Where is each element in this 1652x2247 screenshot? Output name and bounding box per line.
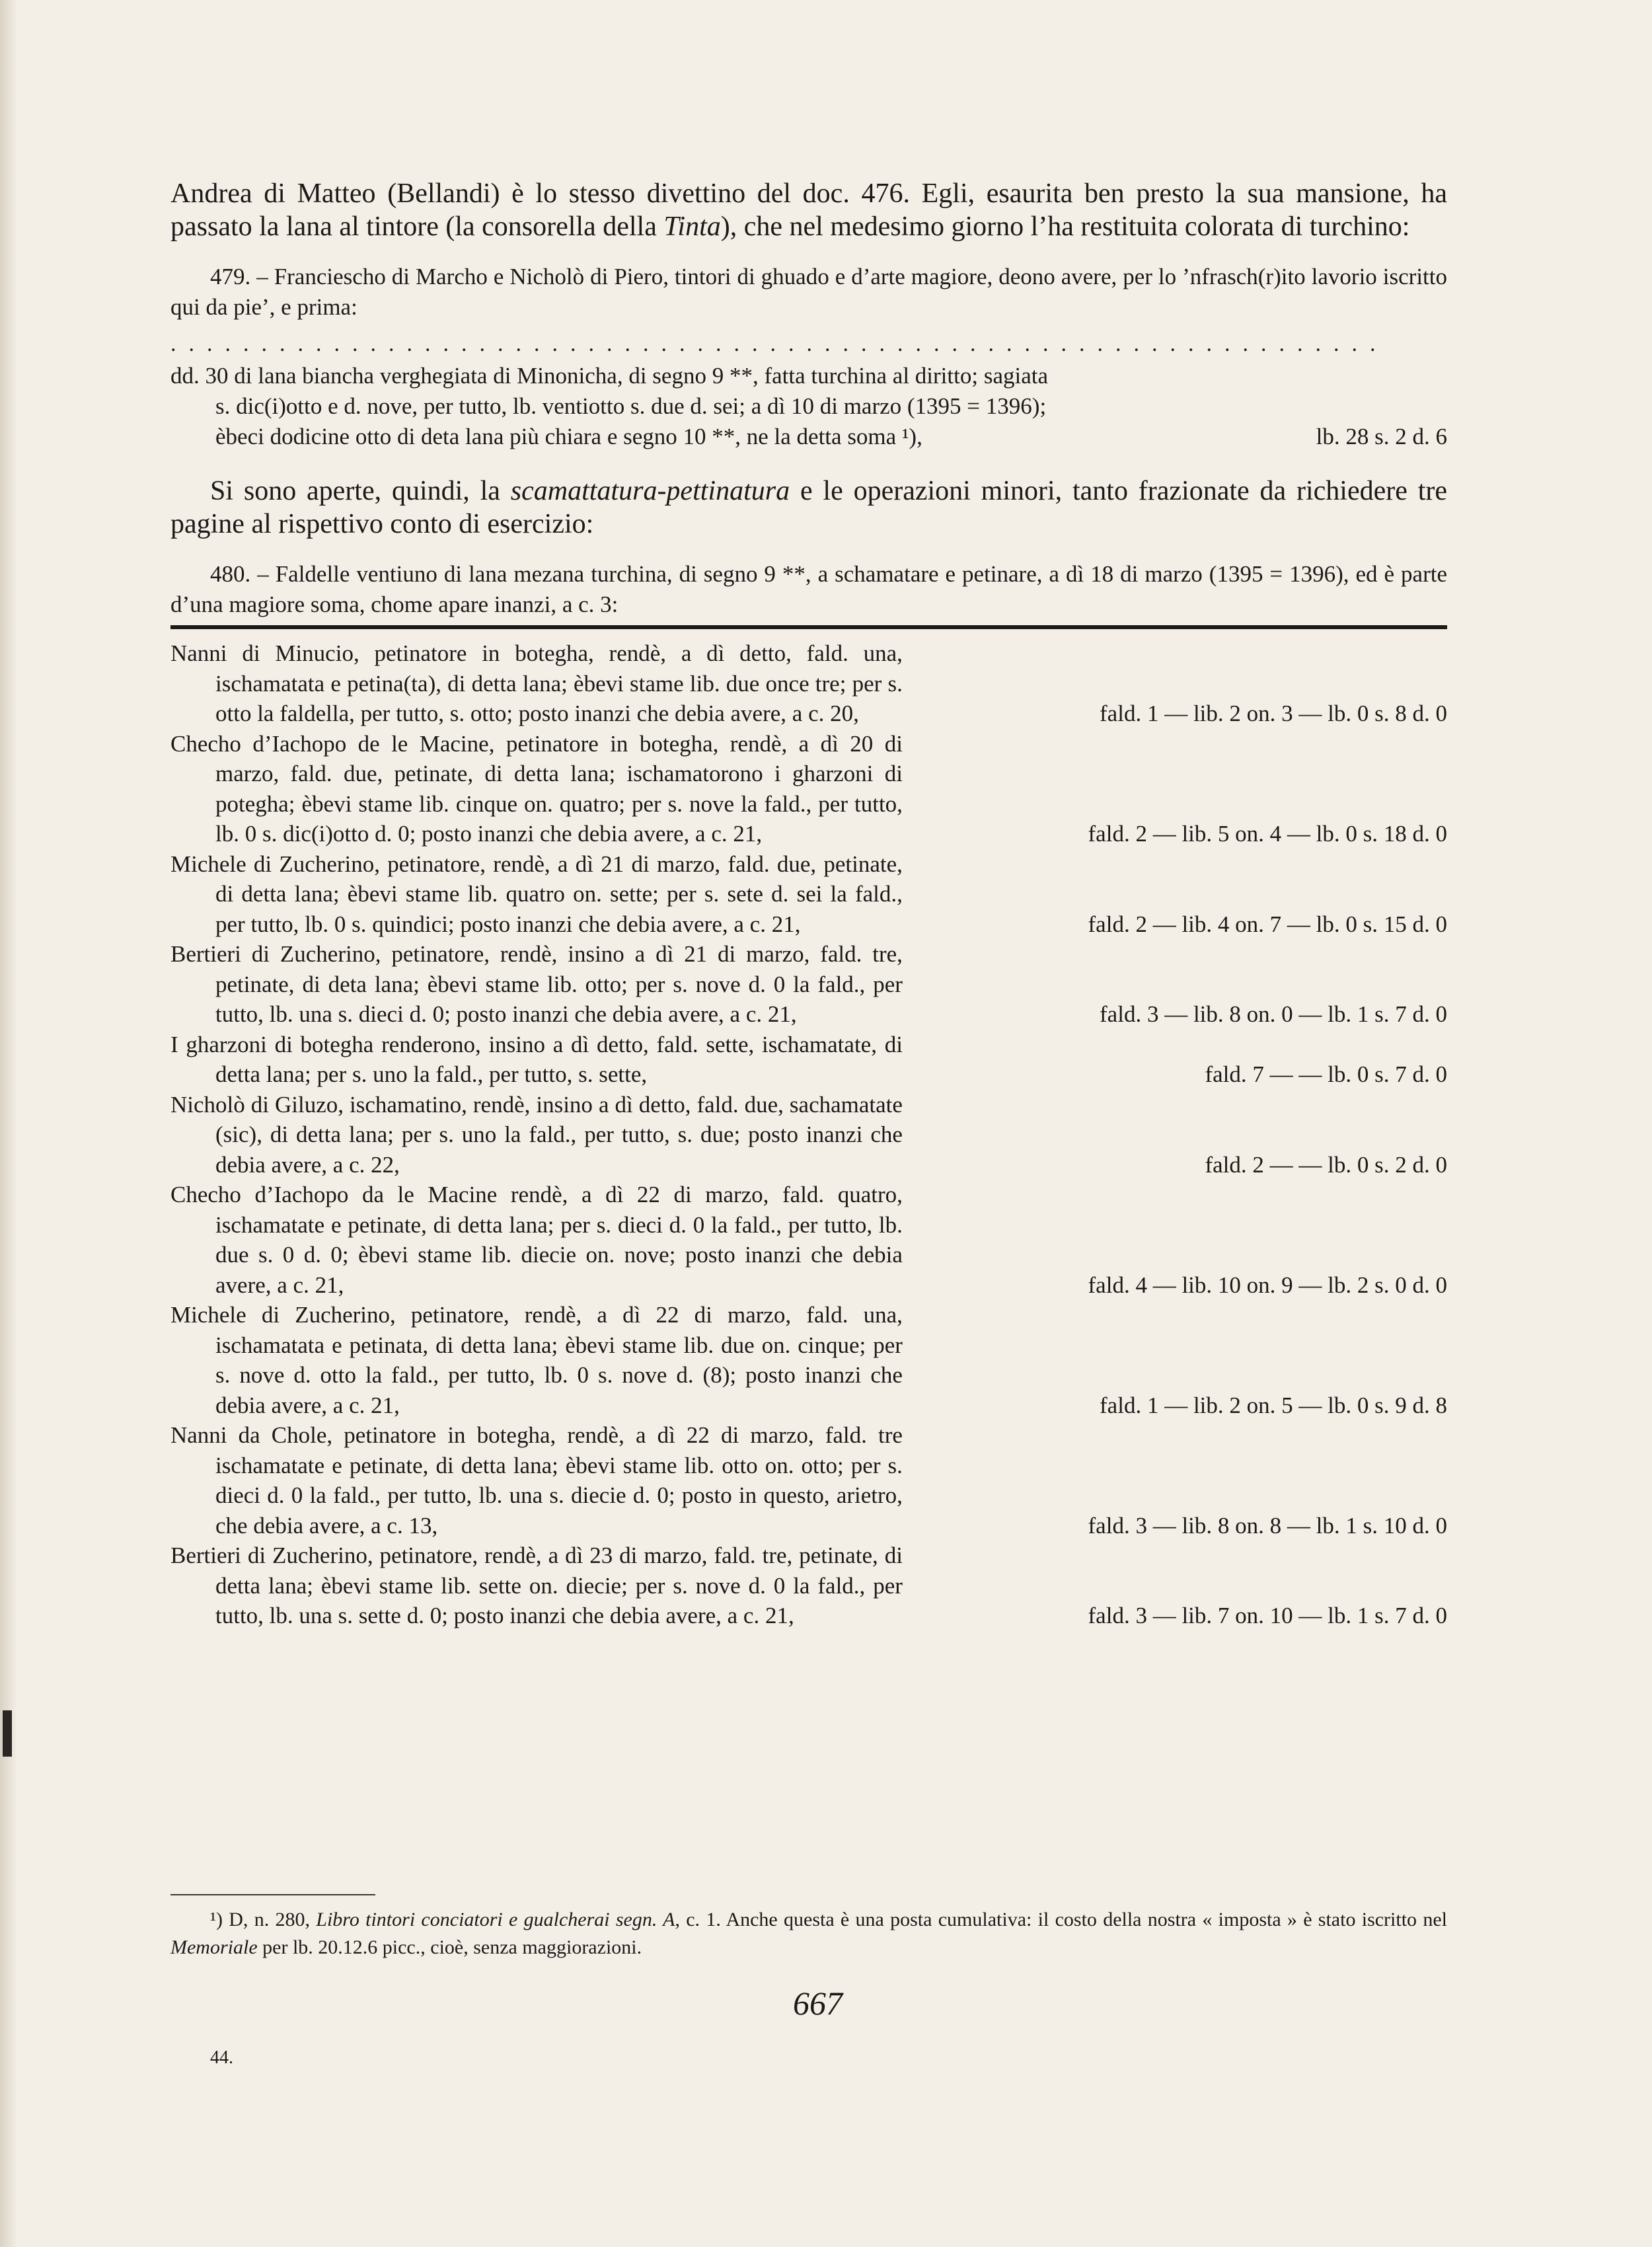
footnote-source-title: Libro tintori conciatori e gualcherai segn. A — [316, 1909, 675, 1930]
entry-479-item — [170, 361, 1447, 452]
ledger-row — [170, 1300, 1447, 1420]
ledger-amount: fald. 3 — lib. 8 on. 8 — lb. 1 s. 10 d. 0 — [1088, 1512, 1447, 1539]
heavy-rule — [170, 625, 1447, 629]
footnote: ¹) D, n. 280, Libro tintori conciatori e gualcherai segn. A, c. 1. Anche questa è una posta cumulativa: il costo della nostra « imposta » è stato iscritto nel Memoriale per lb. 20.12.6 picc., cioè, senza maggiorazioni. — [170, 1909, 1447, 1958]
ledger-description: I gharzoni di botegha renderono, insino a dì detto, fald. sette, ischamatate, di detta lana; per s. uno la fald., per tutto, s. sette, — [170, 1031, 903, 1087]
page-number: 667 — [793, 1985, 843, 2022]
page-edge — [0, 0, 17, 2247]
ledger-amount: fald. 7 — — lb. 0 s. 7 d. 0 — [1205, 1061, 1447, 1087]
binding-mark — [3, 1710, 12, 1757]
ledger-amount: fald. 3 — lib. 7 on. 10 — lb. 1 s. 7 d. 0 — [1088, 1603, 1447, 1628]
ledger-description: Nanni da Chole, petinatore in botegha, rendè, a dì 22 di marzo, fald. tre ischamatate e petinate, di detta lana; èbevi stame lib. otto on. otto; per s. dieci d. 0 la fald., per tutto, lb. una s. diecie d. 0; posto in questo, arietro, che debia avere, a c. 13, — [170, 1422, 903, 1539]
ledger-amount: fald. 2 — — lb. 0 s. 2 d. 0 — [1205, 1151, 1447, 1178]
ledger-amount: fald. 2 — lib. 4 on. 7 — lb. 0 s. 15 d. 0 — [1088, 911, 1447, 937]
ledger-row — [170, 729, 1447, 849]
ledger-description: Bertieri di Zucherino, petinatore, rendè, a dì 23 di marzo, fald. tre, petinate, di detta lana; èbevi stame lib. sette on. diecie; per s. nove d. 0 la fald., per tutto, lb. una s. sette d. 0; posto inanzi che debia avere, a c. 21, — [170, 1542, 903, 1628]
ledger-amount: fald. 2 — lib. 5 on. 4 — lb. 0 s. 18 d. 0 — [1088, 821, 1447, 847]
ledger-row — [170, 1541, 1447, 1631]
ledger-description: Bertieri di Zucherino, petinatore, rendè, insino a dì 21 di marzo, fald. tre, petinate, di deta lana; èbevi stame lib. otto; per s. nove d. 0 la fald., per tutto, lb. una s. dieci d. 0; posto inanzi che debia avere, a c. 21, — [170, 941, 903, 1027]
ledger-list — [170, 638, 1447, 1631]
second-italic-term: scamattatura-pettinatura — [510, 476, 790, 506]
ledger-amount: fald. 3 — lib. 8 on. 0 — lb. 1 s. 7 d. 0 — [1100, 1001, 1447, 1027]
ledger-row — [170, 1030, 1447, 1090]
ledger-description: Michele di Zucherino, petinatore, rendè, a dì 21 di marzo, fald. due, petinate, di detta lana; èbevi stame lib. quatro on. sette; per s. sete d. sei la fald., per tutto, lb. 0 s. quindici; posto inanzi che debia avere, a c. 21, — [170, 851, 903, 937]
ellipsis-dots: ................................................................... — [170, 334, 1388, 354]
ledger-description: Nicholò di Giluzo, ischamatino, rendè, insino a dì detto, fald. due, sachamatate (sic), di detta lana; per s. uno la fald., per tutto, s. due; posto inanzi che debia avere, a c. 22, — [170, 1091, 903, 1178]
ledger-row — [170, 849, 1447, 940]
ledger-description: Checho d’Iachopo da le Macine rendè, a dì 22 di marzo, fald. quatro, ischamatate e petinate, di detta lana; per s. dieci d. 0 la fald., per tutto, lb. due s. 0 d. 0; èbevi stame lib. diecie on. nove; posto inanzi che debia avere, a c. 21, — [170, 1182, 903, 1298]
ledger-description: Checho d’Iachopo de le Macine, petinatore in botegha, rendè, a dì 20 di marzo, fald. due, petinate, di detta lana; ischamatorono i gharzoni di potegha; èbevi stame lib. cinque on. quatro; per s. nove la fald., per tutto, lb. 0 s. dic(i)otto d. 0; posto inanzi che debia avere, a c. 21, — [170, 730, 903, 847]
entry-479-line-3: èbeci dodicine otto di deta lana più chiara e segno 10 **, ne la detta soma ¹), — [215, 424, 922, 449]
entry-479-heading: 479. – Franciescho di Marcho e Nicholò di Piero, tintori di ghuado e d’arte magiore, deono avere, per lo ’nfrasch(r)ito lavorio iscritto qui da pie’, e prima: — [170, 264, 1447, 320]
ledger-row — [170, 939, 1447, 1030]
ledger-description: Michele di Zucherino, petinatore, rendè, a dì 22 di marzo, fald. una, ischamatata e petinata, di detta lana; èbevi stame lib. due on. cinque; per s. nove d. otto la fald., per tutto, lb. 0 s. nove d. (8); posto inanzi che debia avere, a c. 21, — [170, 1302, 903, 1418]
second-paragraph: Si sono aperte, quindi, la scamattatura-pettinatura e le operazioni minori, tanto frazionate da richiedere tre pagine al rispettivo conto di esercizio: — [170, 476, 1447, 539]
footnote-rule — [170, 1894, 375, 1895]
ledger-row — [170, 1180, 1447, 1300]
ledger-amount: fald. 1 — lib. 2 on. 5 — lb. 0 s. 9 d. 8 — [1100, 1392, 1447, 1418]
intro-paragraph: Andrea di Matteo (Bellandi) è lo stesso divettino del doc. 476. Egli, esaurita ben presto la sua mansione, ha passato la lana al tintore (la consorella della Tinta), che nel medesimo giorno l’ha restituita colorata di turchino: — [170, 178, 1447, 242]
page-content — [170, 177, 1447, 1631]
ledger-row — [170, 638, 1447, 729]
entry-479-line-2: s. dic(i)otto e d. nove, per tutto, lb. ventiotto s. due d. sei; a dì 10 di marzo (1395 = 1396); — [215, 393, 1047, 419]
ledger-amount: fald. 1 — lib. 2 on. 3 — lb. 0 s. 8 d. 0 — [1100, 701, 1447, 726]
signature-mark: 44. — [210, 2047, 233, 2068]
ledger-amount: fald. 4 — lib. 10 on. 9 — lb. 2 s. 0 d. 0 — [1088, 1272, 1447, 1298]
entry-480-heading: 480. – Faldelle ventiuno di lana mezana turchina, di segno 9 **, a schamatare e petinare, a dì 18 di marzo (1395 = 1396), ed è parte d’una magiore soma, chome apare inanzi, a c. 3: — [170, 561, 1447, 617]
ledger-row — [170, 1090, 1447, 1180]
ledger-row — [170, 1420, 1447, 1541]
intro-italic-term: Tinta — [663, 211, 721, 242]
footnote-memoriale: Memoriale — [170, 1936, 258, 1958]
entry-479-line-1: dd. 30 di lana biancha verghegiata di Minonicha, di segno 9 **, fatta turchina al diritto; sagiata — [170, 363, 1049, 389]
ledger-description: Nanni di Minucio, petinatore in botegha, rendè, a dì detto, fald. una, ischamatata e petina(ta), di detta lana; èbevi stame lib. due once tre; per s. otto la faldella, per tutto, s. otto; posto inanzi che debia avere, a c. 20, — [170, 640, 903, 726]
entry-479-amount: lb. 28 s. 2 d. 6 — [1316, 424, 1447, 449]
